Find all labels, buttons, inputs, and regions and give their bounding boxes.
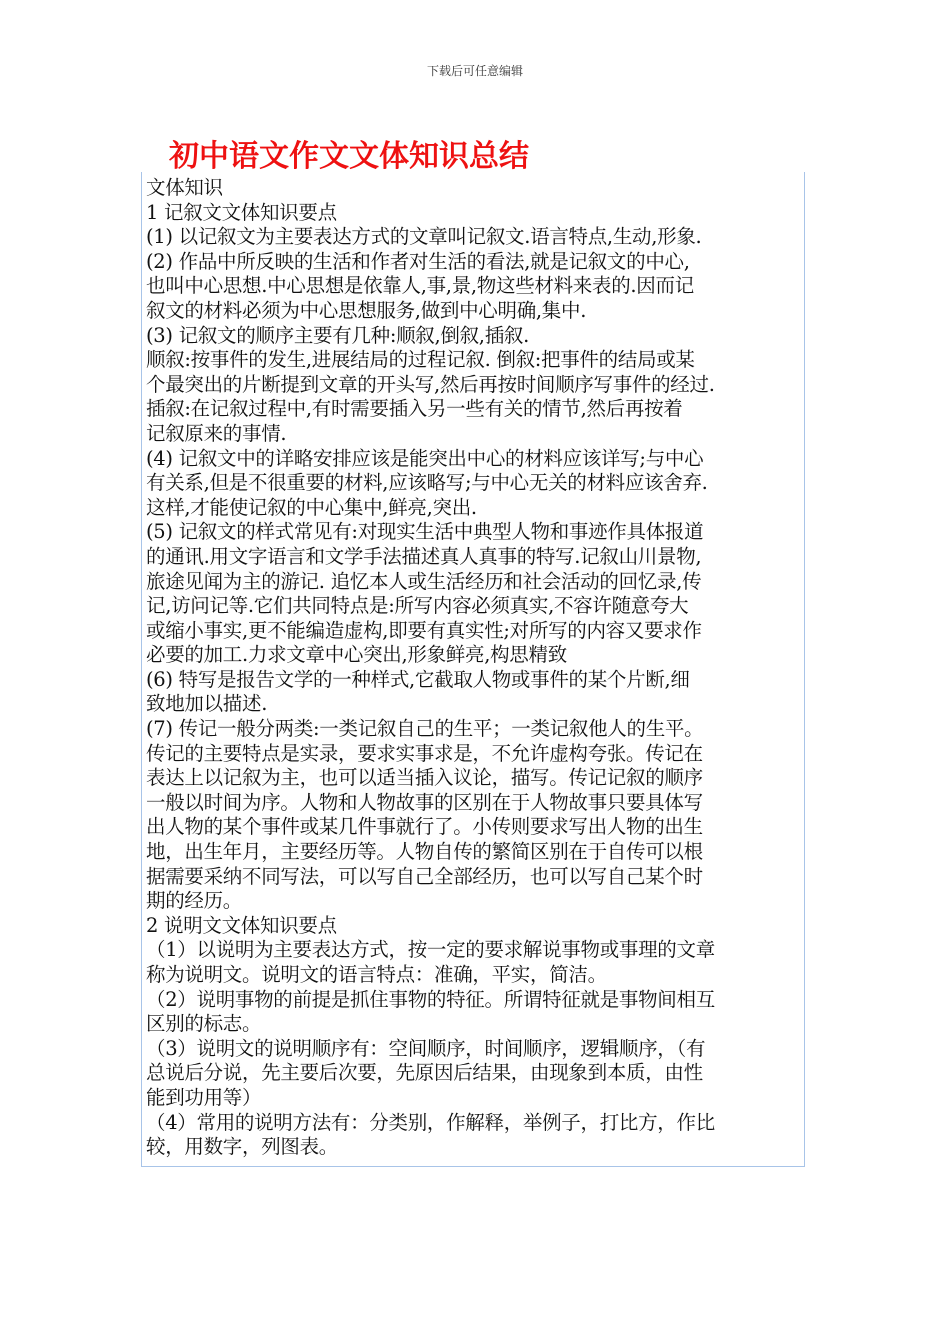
paragraph-line: 传记的主要特点是实录，要求实事求是，不允许虚构夸张。传记在 xyxy=(146,741,703,765)
paragraph-line: 一般以时间为序。人物和人物故事的区别在于人物故事只要具体写 xyxy=(146,790,703,814)
paragraph-line: (2) 作品中所反映的生活和作者对生活的看法,就是记叙文的中心, xyxy=(146,249,690,273)
paragraph-line: 区别的标志。 xyxy=(146,1012,262,1036)
paragraph-line: 记叙原来的事情. xyxy=(146,421,287,445)
paragraph-line: 的通讯.用文字语言和文学手法描述真人真事的特写.记叙山川景物, xyxy=(146,544,702,568)
paragraph-line: （1）以说明为主要表达方式，按一定的要求解说事物或事理的文章 xyxy=(146,938,715,962)
subsection-heading: 1 记叙文文体知识要点 xyxy=(146,200,337,224)
content-box xyxy=(141,172,805,1167)
paragraph-line: (5) 记叙文的样式常见有:对现实生活中典型人物和事迹作具体报道 xyxy=(146,520,704,544)
paragraph-line: （3）说明文的说明顺序有：空间顺序，时间顺序，逻辑顺序，（有 xyxy=(146,1036,706,1060)
paragraph-line: 有关系,但是不很重要的材料,应该略写;与中心无关的材料应该舍弃. xyxy=(146,471,708,495)
paragraph-line: 也叫中心思想.中心思想是依靠人,事,景,物这些材料来表的.因而记 xyxy=(146,274,694,298)
paragraph-line: 记,访问记等.它们共同特点是:所写内容必须真实,不容许随意夸大 xyxy=(146,594,689,618)
paragraph-line: 地，出生年月，主要经历等。人物自传的繁简区别在于自传可以根 xyxy=(146,840,703,864)
paragraph-line: 总说后分说，先主要后次要，先原因后结果，由现象到本质，由性 xyxy=(146,1061,703,1085)
paragraph-line: (7) 传记一般分两类:一类记叙自己的生平；一类记叙他人的生平。 xyxy=(146,717,704,741)
paragraph-line: 插叙:在记叙过程中,有时需要插入另一些有关的情节,然后再按着 xyxy=(146,397,683,421)
paragraph-line: 必要的加工.力求文章中心突出,形象鲜亮,构思精致 xyxy=(146,643,567,667)
paragraph-line: 期的经历。 xyxy=(146,889,243,913)
paragraph-line: 称为说明文。说明文的语言特点：准确，平实，简洁。 xyxy=(146,963,607,986)
paragraph-line: (4) 记叙文中的详略安排应该是能突出中心的材料应该详写;与中心 xyxy=(146,446,704,470)
document-title: 初中语文作文文体知识总结 xyxy=(169,139,529,174)
paragraph-line: 表达上以记叙为主，也可以适当插入议论，描写。传记记叙的顺序 xyxy=(146,766,703,790)
paragraph-line: 旅途见闻为主的游记. 追忆本人或生活经历和社会活动的回忆录,传 xyxy=(146,569,702,593)
paragraph-line: 个最突出的片断提到文章的开头写,然后再按时间顺序写事件的经过. xyxy=(146,372,715,396)
page-header: 下载后可任意编辑 xyxy=(426,64,523,78)
content-text xyxy=(146,176,812,1160)
paragraph-line: 这样,才能使记叙的中心集中,鲜亮,突出. xyxy=(146,495,477,519)
paragraph-line: （4）常用的说明方法有：分类别，作解释，举例子，打比方，作比 xyxy=(146,1110,715,1134)
paragraph-line: (6) 特写是报告文学的一种样式,它截取人物或事件的某个片断,细 xyxy=(146,667,690,691)
paragraph-line: （2）说明事物的前提是抓住事物的特征。所谓特征就是事物间相互 xyxy=(146,987,715,1011)
paragraph-line: 出人物的某个事件或某几件事就行了。小传则要求写出人物的出生 xyxy=(146,815,703,839)
section-heading: 文体知识 xyxy=(146,176,223,199)
paragraph-line: 致地加以描述. xyxy=(146,692,268,716)
paragraph-line: 据需要采纳不同写法，可以写自己全部经历，也可以写自己某个时 xyxy=(146,864,703,888)
paragraph-line: 叙文的材料必须为中心思想服务,做到中心明确,集中. xyxy=(146,298,587,322)
paragraph-line: 顺叙:按事件的发生,进展结局的过程记叙. 倒叙:把事件的结局或某 xyxy=(146,348,695,372)
paragraph-line: (1) 以记叙文为主要表达方式的文章叫记叙文.语言特点,生动,形象. xyxy=(146,225,702,249)
paragraph-line: (3) 记叙文的顺序主要有几种:顺叙,倒叙,插叙. xyxy=(146,323,529,347)
paragraph-line: 较，用数字，列图表。 xyxy=(146,1135,339,1159)
paragraph-line: 或缩小事实,更不能编造虚构,即要有真实性;对所写的内容又要求作 xyxy=(146,618,702,642)
subsection-heading: 2 说明文文体知识要点 xyxy=(146,913,337,937)
paragraph-line: 能到功用等） xyxy=(146,1085,262,1109)
